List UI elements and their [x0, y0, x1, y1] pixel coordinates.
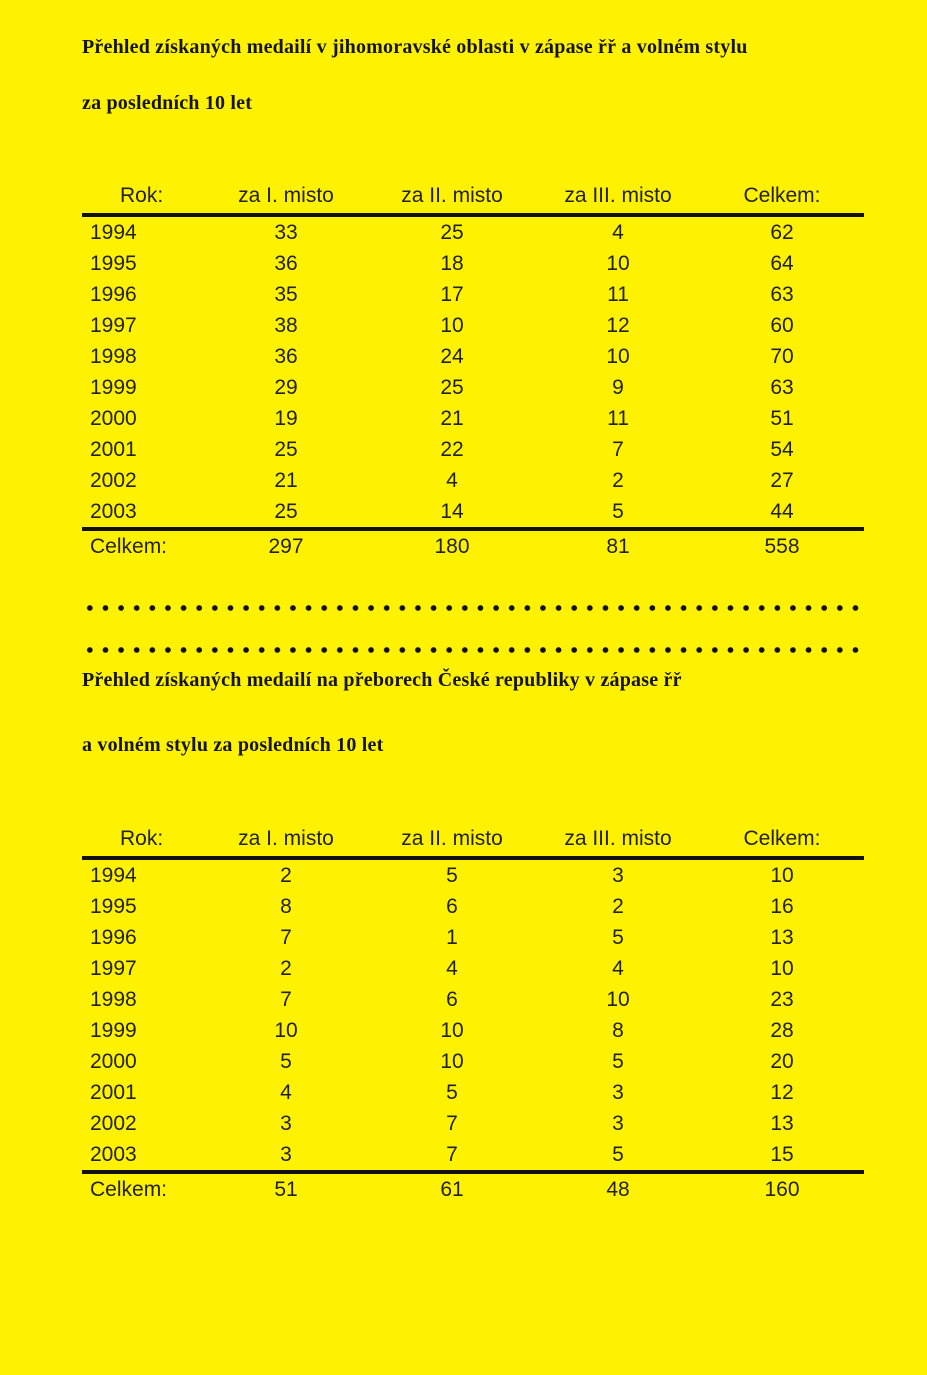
cell-text: 51	[770, 407, 794, 430]
cell-text: 2002	[90, 469, 137, 492]
table-year-cell	[90, 1046, 137, 1077]
table-row	[82, 434, 864, 465]
cell-text: 16	[770, 895, 794, 918]
table-year-cell	[90, 922, 137, 953]
cell-text: 62	[770, 221, 794, 244]
table-row	[82, 1139, 864, 1170]
total-year-cell	[90, 531, 167, 562]
total-row	[82, 531, 864, 562]
cell-text: 11	[607, 283, 629, 306]
cell-text: 7	[446, 1112, 458, 1135]
cell-text: Rok:	[120, 184, 164, 207]
cell-text: 35	[274, 283, 298, 306]
cell-text: 5	[612, 500, 624, 523]
header-row	[82, 179, 864, 213]
cell-text: 5	[612, 1050, 624, 1073]
total-row	[82, 1174, 864, 1205]
cell-text: 36	[274, 345, 298, 368]
cell-text: 1999	[90, 376, 137, 399]
table-year-cell	[90, 217, 137, 248]
table-row	[82, 1077, 864, 1108]
cell-text: 1995	[90, 895, 137, 918]
table-row	[82, 860, 864, 891]
table-row	[82, 248, 864, 279]
table-row	[82, 953, 864, 984]
cell-text: 3	[612, 864, 624, 887]
cell-text: 5	[446, 864, 458, 887]
cell-text: 13	[770, 1112, 794, 1135]
section1-title-line2: za posledních 10 let	[82, 92, 253, 114]
cell-text: 25	[274, 438, 298, 461]
table-row	[82, 310, 864, 341]
cell-text: 21	[274, 469, 298, 492]
cell-text: 2001	[90, 438, 137, 461]
table-row	[82, 403, 864, 434]
cell-text: 10	[770, 864, 794, 887]
cell-text: 10	[440, 1050, 464, 1073]
table-row	[82, 1046, 864, 1077]
table-year-cell	[90, 434, 137, 465]
cell-text: 33	[274, 221, 298, 244]
cell-text: 11	[607, 407, 629, 430]
table-year-cell	[90, 341, 137, 372]
cell-text: 63	[770, 376, 794, 399]
cell-text: 10	[274, 1019, 298, 1042]
cell-text: za II. misto	[401, 827, 503, 850]
cell-text: 4	[280, 1081, 292, 1104]
regional-medal-table	[82, 179, 864, 562]
cell-text: 10	[440, 1019, 464, 1042]
cell-text: 70	[770, 345, 794, 368]
cell-text: 1996	[90, 926, 137, 949]
table-year-cell	[90, 1108, 137, 1139]
cell-text: 18	[440, 252, 464, 275]
cell-text: 81	[606, 535, 630, 558]
table-year-cell	[90, 403, 137, 434]
cell-text: 14	[440, 500, 464, 523]
table-row	[82, 496, 864, 527]
table-row	[82, 922, 864, 953]
table-row	[82, 217, 864, 248]
table-year-cell	[90, 1139, 137, 1170]
cell-text: 44	[770, 500, 794, 523]
cell-text: 2000	[90, 1050, 137, 1073]
total-year-cell	[90, 1174, 167, 1205]
cell-text: 1994	[90, 864, 137, 887]
cell-text: 12	[770, 1081, 794, 1104]
cell-text: 6	[446, 895, 458, 918]
cell-text: 7	[446, 1143, 458, 1166]
cell-text: 3	[280, 1143, 292, 1166]
cell-text: 7	[280, 926, 292, 949]
cell-text: za III. misto	[564, 184, 672, 207]
cell-text: 2000	[90, 407, 137, 430]
cell-text: 51	[274, 1178, 298, 1201]
cell-text: 180	[434, 535, 470, 558]
cell-text: 1997	[90, 314, 137, 337]
cell-text: 17	[440, 283, 464, 306]
table-row	[82, 984, 864, 1015]
cell-text: Celkem:	[743, 827, 821, 850]
cell-text: 24	[440, 345, 464, 368]
table-year-cell	[90, 1015, 137, 1046]
cell-text: 64	[770, 252, 794, 275]
cell-text: 1996	[90, 283, 137, 306]
cell-text: 5	[612, 926, 624, 949]
national-medal-table	[82, 822, 864, 1205]
cell-text: 4	[612, 221, 624, 244]
header-year-cell	[120, 822, 163, 856]
cell-text: 3	[280, 1112, 292, 1135]
table-year-cell	[90, 496, 137, 527]
table-row	[82, 372, 864, 403]
cell-text: 2	[280, 957, 292, 980]
cell-text: 63	[770, 283, 794, 306]
cell-text: 1998	[90, 988, 137, 1011]
table-year-cell	[90, 248, 137, 279]
cell-text: za I. misto	[238, 184, 334, 207]
cell-text: 48	[606, 1178, 630, 1201]
table-row	[82, 1015, 864, 1046]
table-row	[82, 1108, 864, 1139]
cell-text: 3	[612, 1081, 624, 1104]
cell-text: 8	[280, 895, 292, 918]
cell-text: 10	[606, 988, 630, 1011]
section2-title-line2: a volném stylu za posledních 10 let	[82, 734, 384, 756]
cell-text: 1994	[90, 221, 137, 244]
cell-text: 9	[612, 376, 624, 399]
cell-text: 2	[612, 895, 624, 918]
table-year-cell	[90, 891, 137, 922]
section1-title-line1: Přehled získaných medailí v jihomoravské oblasti v zápase řř a volném stylu	[82, 36, 748, 58]
table-year-cell	[90, 279, 137, 310]
cell-text: 22	[440, 438, 464, 461]
table-year-cell	[90, 465, 137, 496]
cell-text: 15	[770, 1143, 794, 1166]
cell-text: 25	[440, 376, 464, 399]
cell-text: 1995	[90, 252, 137, 275]
cell-text: Celkem:	[90, 1178, 168, 1201]
table-year-cell	[90, 984, 137, 1015]
cell-text: 8	[612, 1019, 624, 1042]
cell-text: za III. misto	[564, 827, 672, 850]
cell-text: 2003	[90, 1143, 137, 1166]
cell-text: 558	[764, 535, 800, 558]
dotted-separator-bottom	[82, 644, 864, 656]
cell-text: 3	[612, 1112, 624, 1135]
dotted-separator-top	[82, 602, 864, 614]
cell-text: 10	[770, 957, 794, 980]
cell-text: 54	[770, 438, 794, 461]
cell-text: 25	[274, 500, 298, 523]
table-row	[82, 341, 864, 372]
cell-text: 1998	[90, 345, 137, 368]
cell-text: 1	[446, 926, 458, 949]
cell-text: 4	[446, 469, 458, 492]
cell-text: 10	[606, 345, 630, 368]
cell-text: 27	[770, 469, 794, 492]
table-row	[82, 891, 864, 922]
cell-text: 10	[440, 314, 464, 337]
cell-text: 5	[280, 1050, 292, 1073]
cell-text: 1997	[90, 957, 137, 980]
header-year-cell	[120, 179, 163, 213]
cell-text: 23	[770, 988, 794, 1011]
cell-text: 10	[606, 252, 630, 275]
cell-text: za I. misto	[238, 827, 334, 850]
cell-text: 2	[612, 469, 624, 492]
cell-text: 6	[446, 988, 458, 1011]
cell-text: 5	[612, 1143, 624, 1166]
cell-text: 19	[274, 407, 298, 430]
cell-text: 29	[274, 376, 298, 399]
section2-title-line1: Přehled získaných medailí na přeborech České republiky v zápase řř	[82, 669, 682, 691]
table-year-cell	[90, 953, 137, 984]
cell-text: 20	[770, 1050, 794, 1073]
cell-text: 5	[446, 1081, 458, 1104]
cell-text: 61	[440, 1178, 464, 1201]
cell-text: 38	[274, 314, 298, 337]
cell-text: 7	[612, 438, 624, 461]
cell-text: 25	[440, 221, 464, 244]
cell-text: 2	[280, 864, 292, 887]
cell-text: za II. misto	[401, 184, 503, 207]
table-year-cell	[90, 310, 137, 341]
cell-text: 2002	[90, 1112, 137, 1135]
header-row	[82, 822, 864, 856]
cell-text: 7	[280, 988, 292, 1011]
cell-text: 160	[764, 1178, 800, 1201]
cell-text: 2003	[90, 500, 137, 523]
cell-text: Celkem:	[743, 184, 821, 207]
cell-text: 60	[770, 314, 794, 337]
table-row	[82, 465, 864, 496]
table-row	[82, 279, 864, 310]
table-year-cell	[90, 1077, 137, 1108]
table-year-cell	[90, 860, 137, 891]
cell-text: 28	[770, 1019, 794, 1042]
cell-text: 297	[268, 535, 304, 558]
table-year-cell	[90, 372, 137, 403]
cell-text: 36	[274, 252, 298, 275]
cell-text: Celkem:	[90, 535, 168, 558]
cell-text: 4	[612, 957, 624, 980]
cell-text: 1999	[90, 1019, 137, 1042]
cell-text: 4	[446, 957, 458, 980]
cell-text: 13	[770, 926, 794, 949]
cell-text: 12	[606, 314, 630, 337]
cell-text: 21	[440, 407, 464, 430]
cell-text: Rok:	[120, 827, 164, 850]
cell-text: 2001	[90, 1081, 137, 1104]
